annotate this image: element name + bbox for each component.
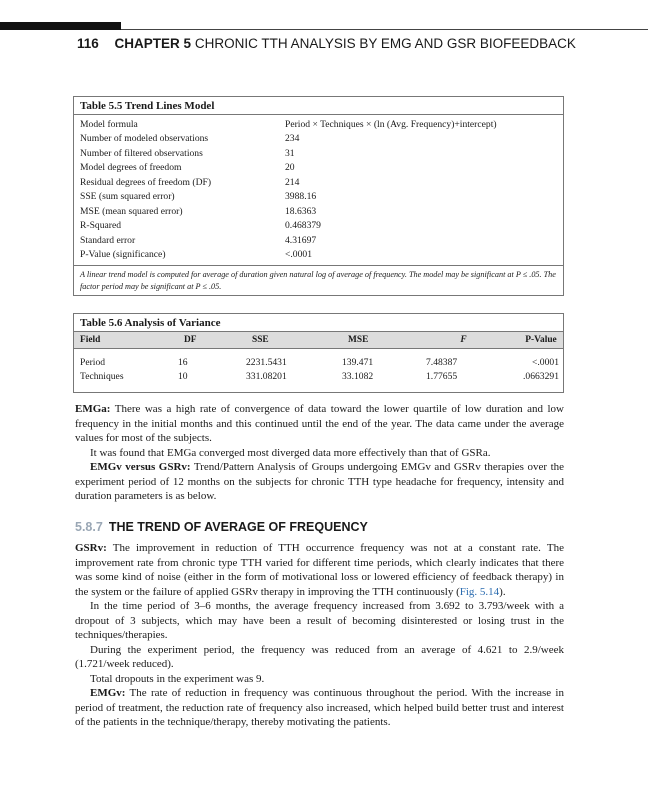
row-key: Residual degrees of freedom (DF) — [80, 176, 212, 188]
table-row — [74, 248, 563, 263]
table-row — [74, 117, 563, 132]
row-value: 4.31697 — [285, 234, 317, 246]
table-caption: Table 5.6 Analysis of Variance — [74, 314, 563, 332]
row-value: 214 — [285, 176, 300, 188]
table-cell: 139.471 — [342, 356, 374, 368]
paragraph-text: The rate of reduction in frequency was continuous throughout the period. With the increase in period of treatment, the reduction rate of frequency also increased, which helped build better trust and interest of the patients in the technique/therapy, thereby motivating the patients. — [75, 687, 564, 728]
paragraph — [75, 672, 564, 687]
paragraph — [75, 402, 564, 446]
paragraph-text: It was found that EMGa converged most diverged data more effectively than that of GSRa. — [90, 446, 491, 459]
paragraph-lead: EMGv: — [90, 687, 126, 699]
running-head — [77, 36, 576, 51]
row-value: 234 — [285, 133, 300, 145]
paragraph-text: Trend/Pattern Analysis of Groups undergoing EMGv and GSRv therapies over the experiment period of 12 months on the subjects for chronic TTH type headache for frequency, intensity and duration parameters is as below. — [75, 461, 565, 502]
row-key: MSE (mean squared error) — [80, 205, 183, 217]
table-cell: 10 — [178, 370, 188, 382]
row-key: SSE (sum squared error) — [80, 191, 175, 203]
table-row — [74, 161, 563, 176]
paragraph — [75, 686, 564, 730]
body-text-block — [75, 402, 564, 504]
paragraph — [75, 599, 564, 643]
table-cell: 2231.5431 — [246, 356, 287, 368]
row-key: Number of filtered observations — [80, 147, 203, 159]
column-header: P-Value — [525, 335, 557, 345]
table-cell: Techniques — [80, 370, 124, 382]
paragraph-text: There was a high rate of convergence of data toward the lower quartile of low duration and low frequency in the initial months and this continued until the end of the year. The data came under the average values for most of the subjects. — [75, 403, 564, 444]
table-cell: .0663291 — [523, 370, 559, 382]
row-key: Number of modeled observations — [80, 133, 209, 145]
section-heading — [75, 520, 368, 534]
row-value: 31 — [285, 147, 295, 159]
table-cell: 1.77655 — [426, 370, 458, 382]
row-value: Period × Techniques × (ln (Avg. Frequency)+intercept) — [285, 118, 497, 130]
paragraph — [75, 460, 564, 504]
row-key: P-Value (significance) — [80, 249, 166, 261]
chapter-title: CHRONIC TTH ANALYSIS BY EMG AND GSR BIOFEEDBACK — [194, 36, 576, 51]
row-value: <.0001 — [285, 249, 312, 261]
figure-link[interactable]: Fig. 5.14 — [459, 585, 500, 598]
paragraph-text: ). — [499, 585, 506, 598]
paragraph-text: Total dropouts in the experiment was 9. — [90, 672, 265, 685]
table-row — [74, 132, 563, 147]
table-row — [74, 355, 563, 369]
table-cell: <.0001 — [532, 356, 559, 368]
table-header-row — [74, 332, 563, 349]
table-row — [74, 219, 563, 234]
row-value: 0.468379 — [285, 220, 321, 232]
table-trend-lines-model — [73, 96, 564, 296]
table-caption: Table 5.5 Trend Lines Model — [74, 97, 563, 115]
table-row — [74, 190, 563, 205]
paragraph-text: The improvement in reduction of TTH occurrence frequency was not at a constant rate. The improvement rate from chronic type TTH varied for different time periods, which clearly indicates that there was some kind of noise (either in the form of motivational loss or lowered efficiency of feedback therapy) in the system or the failure of applied GSRv therapy in improving the TTH continuously ( — [75, 542, 564, 598]
row-key: R-Squared — [80, 220, 122, 232]
column-header: SSE — [252, 335, 269, 345]
row-key: Model formula — [80, 118, 138, 130]
paragraph-lead: GSRv: — [75, 542, 107, 554]
paragraph-lead: EMGv versus GSRv: — [90, 461, 191, 473]
column-header: Field — [80, 335, 101, 345]
paragraph-text: In the time period of 3–6 months, the average frequency increased from 3.692 to 3.793/week with a dropout of 3 subjects, which may have been a result of becoming disinterested or losing trust in the techniques/therapies. — [75, 600, 564, 641]
table-cell: Period — [80, 356, 106, 368]
paragraph-lead: EMGa: — [75, 403, 111, 415]
column-header: MSE — [348, 335, 369, 345]
row-value: 3988.16 — [285, 191, 317, 203]
row-key: Standard error — [80, 234, 136, 246]
table-row — [74, 233, 563, 248]
table-analysis-of-variance — [73, 313, 564, 393]
table-row — [74, 369, 563, 383]
page-number: 116 — [77, 36, 99, 51]
section-number: 5.8.7 — [75, 520, 103, 534]
row-value: 20 — [285, 162, 295, 174]
section-title: THE TREND OF AVERAGE OF FREQUENCY — [108, 520, 368, 534]
table-footnote: A linear trend model is computed for average of duration given natural log of average of frequency. The model may be significant at P ≤ .05. The factor period may be significant at P ≤ .05. — [74, 265, 563, 295]
table-cell: 331.08201 — [246, 370, 287, 382]
table-row — [74, 204, 563, 219]
table-row — [74, 146, 563, 161]
column-header: F — [460, 335, 467, 345]
table-cell: 7.48387 — [426, 356, 458, 368]
body-text-block — [75, 541, 564, 730]
paragraph — [75, 643, 564, 672]
paragraph-text: During the experiment period, the frequency was reduced from an average of 4.621 to 2.9/week (1.721/week reduced). — [75, 643, 564, 670]
header-bar — [0, 22, 121, 30]
chapter-label: CHAPTER 5 — [114, 36, 192, 51]
table-cell: 33.1082 — [342, 370, 374, 382]
header-rule — [121, 29, 648, 30]
column-header: DF — [184, 335, 197, 345]
paragraph — [75, 446, 564, 461]
row-key: Model degrees of freedom — [80, 162, 182, 174]
table-row — [74, 175, 563, 190]
table-cell: 16 — [178, 356, 188, 368]
paragraph — [75, 541, 564, 599]
row-value: 18.6363 — [285, 205, 317, 217]
